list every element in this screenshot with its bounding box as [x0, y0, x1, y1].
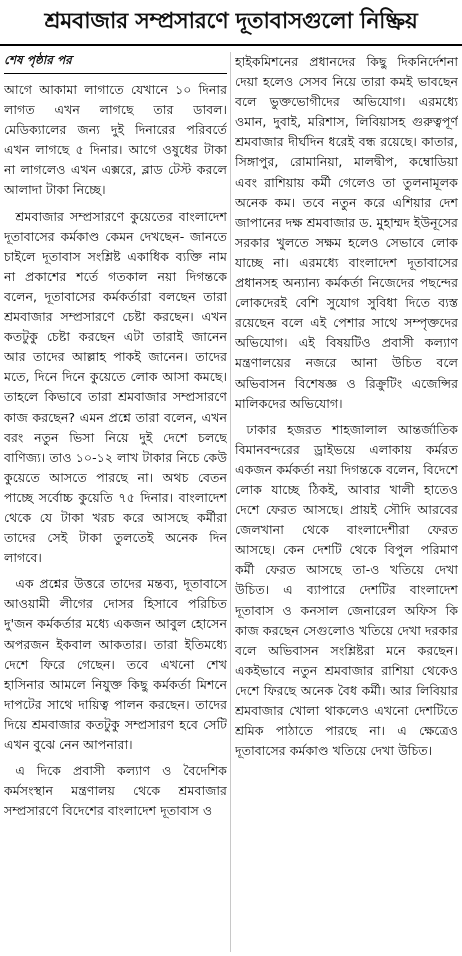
paragraph: আগে আকামা লাগাতে যেখানে ১০ দিনার লাগত এখন লাগছে তার ডাবল। মেডিক্যালের জন্য দুই দিনারের পরিবর্তে এখন লাগছে ৫ দিনার। আগে ওষুধের টাকা না লাগলেও এখন এক্সরে, ব্লাড টেস্ট করলে আলাদা টাকা নিচ্ছে। — [4, 82, 227, 198]
paragraph: শ্রমবাজার সম্প্রসারণে কুয়েতের বাংলাদেশ দূতাবাসের কর্মকাণ্ড কেমন দেখছেন- জানতে চাইলে দূতাবাস সংশ্লিষ্ট একাধিক ব্যক্তি নাম না প্রকাশের শর্তে গতকাল নয়া দিগন্তকে বলেন, দূতাবাসের কর্মকর্তারা বলছেন তারা শ্রমবাজার সম্প্রসারণে চেষ্টা করছেন। এখন কতটুকু চেষ্টা করছেন এটা তারাই জানেন আর তাদের আল্লাহ পাকই জানেন। তাদের মতে, দিনে দিনে কুয়েতে লোক আসা কমছে। তাহলে কিভাবে তারা শ্রমবাজার সম্প্রসারণে কাজ করছেন? এমন প্রশ্নে তারা বলেন, এখন বরং নতুন ভিসা নিয়ে দুই দেশে চলছে বাণিজ্য। তাও ১০-১২ লাখ টাকার নিচে কেউ কুয়েতে আসতে পারছে না। অথচ বেতন পাচ্ছে সর্বোচ্চ কুয়েতি ৭৫ দিনার। বাংলাদেশ থেকে যে টাকা খরচ করে আসছে কর্মীরা তাদের সেই টাকা তুলতেই অনেক দিন লাগবে। — [4, 208, 227, 566]
continuation-kicker — [4, 52, 227, 74]
left-column — [4, 52, 227, 952]
article-headline: শ্রমবাজার সম্প্রসারণে দূতাবাসগুলো নিষ্ক্রিয় — [0, 0, 462, 46]
paragraph: এক প্রশ্নের উত্তরে তাদের মন্তব্য, দূতাবাসে আওয়ামী লীগের দোসর হিসাবে পরিচিত দু'জন কর্মকর্তার মধ্যে একজন আবুল হোসেন অপরজন ইকবাল আকতার। তারা ইতিমধ্যে দেশে ফিরে গেছেন। তবে এখনো শেখ হাসিনার আমলে নিযুক্ত কিছু কর্মকর্তা মিশনে দাপটের সাথে দায়িত্ব পালন করছেন। তাদের দিয়ে শ্রমবাজার কতটুকু সম্প্রসারণ হবে সেটি এখন বুঝে নেন আপনারা। — [4, 576, 227, 752]
paragraph: এ দিকে প্রবাসী কল্যাণ ও বৈদেশিক কর্মসংস্থান মন্ত্রণালয় থেকে শ্রমবাজার সম্প্রসারণে বিদেশের বাংলাদেশ দূতাবাস ও — [4, 763, 227, 819]
kicker-label: শেষ পৃষ্ঠার পর — [4, 53, 72, 67]
paragraph: হাইকমিশনের প্রধানদের কিছু দিকনির্দেশনা দেয়া হলেও সেসব নিয়ে তারা কমই ভাবছেন বলে ভুক্তভোগীদের অভিযোগ। এরমধ্যে ওমান, দুবাই, মরিশাস, লিবিয়াসহ গুরুত্বপূর্ণ শ্রমবাজার দীর্ঘদিন ধরেই বন্ধ রয়েছে। কাতার, সিঙ্গাপুর, রোমানিয়া, মালদ্বীপ, কম্বোডিয়া এবং রাশিয়ায় কর্মী গেলেও তা তুলনামূলক অনেক কম। তবে নতুন করে এশিয়ার দেশ জাপানের দক্ষ শ্রমবাজার ড. মুহাম্মদ ইউনূসের সরকার খুলতে সক্ষম হলেও সেভাবে লোক যাচ্ছে না। এরমধ্যে বাংলাদেশ দূতাবাসের প্রধানসহ অন্যান্য কর্মকর্তা নিজেদের পছন্দের লোকদেরই বেশি সুযোগ সুবিধা দিতে ব্যস্ত রয়েছেন বলে এই পেশার সাথে সম্পৃক্তদের অভিযোগ। এই বিষয়টিও প্রবাসী কল্যাণ মন্ত্রণালয়ের নজরে আনা উচিত বলে অভিবাসন বিশেষজ্ঞ ও রিক্রুটিং এজেন্সির মালিকদের অভিযোগ। — [235, 54, 458, 411]
article-body — [4, 52, 458, 952]
paragraph: ঢাকার হজরত শাহজালাল আন্তর্জাতিক বিমানবন্দরের ড্রাইভয়ে এলাকায় কর্মরত একজন কর্মকর্তা নয়া দিগন্তকে বলেন, বিদেশে লোক যাচ্ছে ঠিকই, আবার খালী হাতেও দেশে ফেরত আসছে। প্রায়ই সৌদি আরবের জেলখানা থেকে বাংলাদেশীরা ফেরত আসছে। কেন দেশটি থেকে বিপুল পরিমাণ কর্মী ফেরত আসছে তা-ও খতিয়ে দেখা উচিত। এ ব্যাপারে দেশটির বাংলাদেশ দূতাবাস ও কনসাল জেনারেল অফিস কি কাজ করছেন সেগুলোও খতিয়ে দেখা দরকার বলে অভিবাসন সংশ্লিষ্টরা মনে করছেন। একইভাবে নতুন শ্রমবাজার রাশিয়া থেকেও দেশে ফিরছে অনেক বৈধ কর্মী। আর লিবিয়ার শ্রমবাজার খোলা থাকলেও এখনো দেশটিতে শ্রমিক পাঠাতে পারছে না। এ ক্ষেত্রেও দূতাবাসের কর্মকাণ্ড খতিয়ে দেখা উচিত। — [235, 421, 458, 759]
right-column — [235, 52, 458, 952]
